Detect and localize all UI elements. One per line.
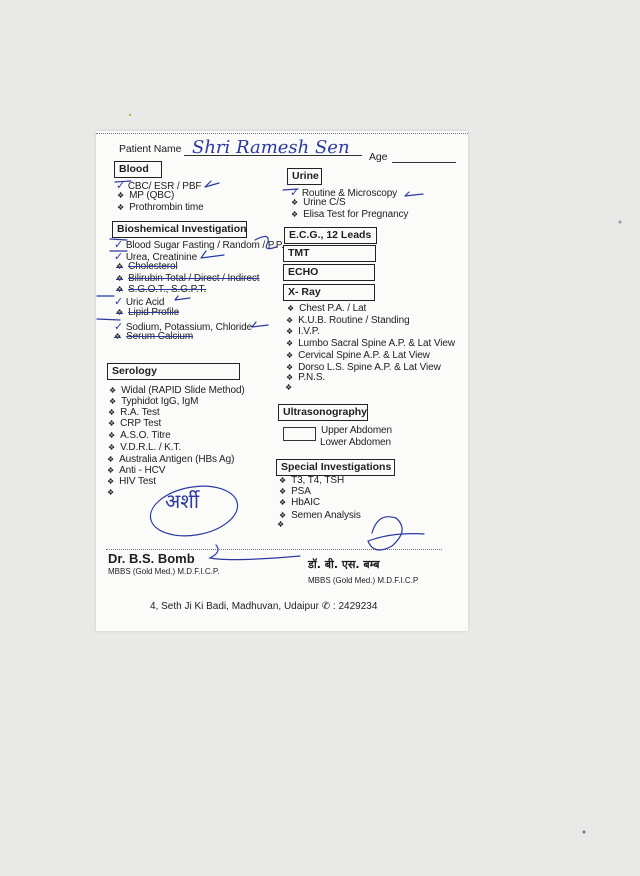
top-border <box>96 133 468 134</box>
dust-mark <box>583 831 586 834</box>
list-item: ❖ K.U.B. Routine / Standing <box>286 315 410 326</box>
list-item: ❖ V.D.R.L. / K.T. <box>108 442 182 453</box>
usg-box <box>283 427 316 441</box>
list-item: ❖ Lumbo Sacral Spine A.P. & Lat View <box>286 338 455 349</box>
list-item: ❖ R.A. Test <box>108 407 160 418</box>
list-item: ❖ Bilirubin Total / Direct / Indirect <box>116 273 260 284</box>
dust-mark <box>619 221 622 224</box>
list-item: ❖ HIV Test <box>107 476 156 487</box>
list-item: ❖ HbAIC <box>279 497 321 508</box>
special-heading: Special Investigations <box>276 459 395 476</box>
list-item: ❖ MP (QBC) <box>117 190 175 201</box>
doctor-name-en: Dr. B.S. Bomb <box>108 551 195 566</box>
list-item: Upper Abdomen <box>321 425 392 436</box>
blood-heading: Blood <box>114 161 162 178</box>
dust-mark <box>129 114 131 116</box>
list-item: ✓ CBC/ ESR / PBF <box>116 180 202 192</box>
list-item: ❖ I.V.P. <box>286 326 320 337</box>
list-item: ✓ Sodium, Potassium, Chloride <box>114 321 253 333</box>
list-item: ✓ Routine & Microscopy <box>290 187 398 199</box>
doctor-quals-hi: MBBS (Gold Med.) M.D.F.I.C.P <box>308 576 419 585</box>
list-item: ❖ Typhidot IgG, IgM <box>109 396 199 407</box>
list-item: ❖ CRP Test <box>108 418 162 429</box>
list-item: ❖ A.S.O. Titre <box>108 430 171 441</box>
clinic-address: 4, Seth Ji Ki Badi, Madhuvan, Udaipur ✆ : 2429234 <box>150 601 378 612</box>
list-item: ❖ Elisa Test for Pregnancy <box>291 209 409 220</box>
list-item: ✓ Uric Acid <box>114 296 165 308</box>
list-item: ❖ Cholesterol <box>116 261 178 272</box>
list-item: ❖ Cervical Spine A.P. & Lat View <box>286 350 430 361</box>
list-item: ❖ PSA <box>279 486 311 497</box>
empty-bullet: ❖ <box>277 520 285 529</box>
biochem-heading: Bioshemical Investigation <box>112 221 247 238</box>
list-item: ❖ Lipid Profile <box>116 307 180 318</box>
list-item: ❖ Australia Antigen (HBs Ag) <box>107 454 235 465</box>
list-item: ❖ Chest P.A. / Lat <box>287 303 367 314</box>
ecg-heading: E.C.G., 12 Leads <box>284 227 377 244</box>
list-item: ❖ Urine C/S <box>291 197 346 208</box>
list-item: ❖ Prothrombin time <box>117 202 204 213</box>
doctor-name-hi: डॉ. बी. एस. बम्ब <box>308 558 380 571</box>
urine-heading: Urine <box>287 168 322 185</box>
list-item: ✓ Blood Sugar Fasting / Random / P.P. <box>114 239 284 251</box>
list-item: ❖ S.G.O.T., S.G.P.T. <box>116 284 207 295</box>
list-item: ❖ Anti - HCV <box>107 465 166 476</box>
list-item: ❖ Widal (RAPID Slide Method) <box>109 385 245 396</box>
usg-line <box>283 440 316 441</box>
stamp-text: अर्शी <box>165 489 200 513</box>
empty-bullet: ❖ <box>285 383 293 392</box>
serology-heading: Serology <box>107 363 240 380</box>
empty-bullet: ❖ <box>107 488 115 497</box>
footer-divider <box>106 549 442 550</box>
list-item: Lower Abdomen <box>320 437 391 448</box>
list-item: ❖ Serum Calcium <box>114 331 194 342</box>
patient-name-value: Shri Ramesh Sen <box>192 137 350 158</box>
usg-heading: Ultrasonography <box>278 404 368 421</box>
list-item: ❖ P.N.S. <box>286 372 326 383</box>
list-item: ❖ Dorso L.S. Spine A.P. & Lat View <box>286 362 441 373</box>
patient-name-label: Patient Name <box>119 143 182 155</box>
list-item: ❖ Semen Analysis <box>279 510 361 521</box>
age-label: Age <box>369 151 388 163</box>
doctor-quals-en: MBBS (Gold Med.) M.D.F.I.C.P. <box>108 567 220 576</box>
age-line <box>392 162 456 163</box>
tmt-heading: TMT <box>283 245 376 262</box>
xray-heading: X- Ray <box>283 284 375 301</box>
echo-heading: ECHO <box>283 264 375 281</box>
list-item: ❖ T3, T4, TSH <box>279 475 345 486</box>
list-item: ✓ Urea, Creatinine <box>114 251 198 263</box>
